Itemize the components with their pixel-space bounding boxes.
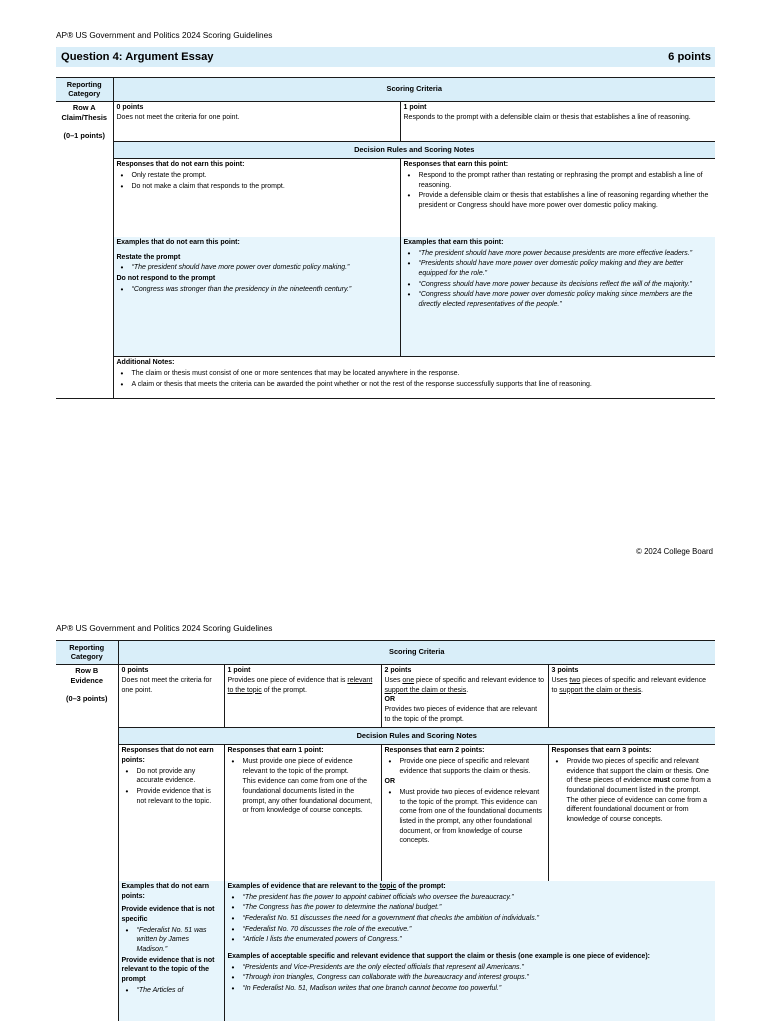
row-b-0-points: 0 points Does not meet the criteria for one point. [118,665,224,728]
list-item: • “Congress should have more power over domestic policy making since members are the directly elected representatives of the people.” [419,290,713,309]
row-b-1-point: 1 point Provides one piece of evidence that is relevant to the topic of the prompt. [224,665,381,728]
page-1 [56,30,715,399]
row-a-1-point: 1 point Responds to the prompt with a defensible claim or thesis that establishes a line of reasoning. [400,102,715,142]
list-item: • “In Federalist No. 51, Madison writes that one branch cannot become too powerful.” [243,984,713,994]
list-item: • “Congress should have more power because its decisions reflect the will of the majority.” [419,280,713,290]
list-item: • “The president should have more power because presidents are more effective leaders.” [419,249,713,259]
list-item: • “The Congress has the power to determine the national budget.” [243,903,713,913]
reporting-category-header: Reporting Category [56,78,113,102]
list-item: • “The president has the power to appoint cabinet officials who oversee the bureaucracy.” [243,893,713,903]
list-item: • Must provide one piece of evidence relevant to the topic of the prompt. [243,757,378,776]
copyright-footer: © 2024 College Board [636,547,713,556]
decision-rules-header: Decision Rules and Scoring Notes [113,142,715,159]
page-2 [56,623,715,1021]
row-a-table [56,77,715,399]
list-item: • “The Articles of [137,986,221,996]
scoring-criteria-header: Scoring Criteria [113,78,715,102]
list-item: • Only restate the prompt. [132,171,397,181]
decision-rules-header: Decision Rules and Scoring Notes [118,728,715,745]
earn-cell: Responses that earn this point: • Respond to the prompt rather than restating or rephrasing the prompt and establish a line of reasoning. • Provide a defensible claim or thesis that establishes a line of reasoning regarding whether the president or Congress should have more power over domestic policy making. [400,159,715,237]
d3-cell: Responses that earn 3 points: • Provide two pieces of specific and relevant evidence that support the claim or thesis. One of these pieces of evidence must come from a foundational document listed in the prompt. The other piece of evidence can come from a different foundational document or from knowledge of course concepts. [548,745,715,881]
row-a-0-points: 0 points Does not meet the criteria for one point. [113,102,400,142]
list-item: • “Presidents should have more power over domestic policy making and they are better equipped for the role.” [419,259,713,278]
list-item: • Provide two pieces of specific and relevant evidence that support the claim or thesis. One of these pieces of evidence must come from a foundational document listed in the prompt. The other piece of evidence can come from a different foundational document or from knowledge of course concepts. [567,757,713,825]
list-item: • “Federalist No. 51 discusses the need for a government that checks the ambition of individuals.” [243,914,713,924]
question-title: Question 4: Argument Essay [61,50,214,63]
list-item: • Provide one piece of specific and relevant evidence that supports the claim or thesis. [400,757,545,776]
d2-cell: Responses that earn 2 points: • Provide one piece of specific and relevant evidence that supports the claim or thesis. OR • Must provide two pieces of evidence relevant to the topic of the prompt. This evidence can come from one of the foundational documents listed in the prompt, any other foundational document, or from knowledge of course concepts. [381,745,548,881]
reporting-category-header: Reporting Category [56,641,118,665]
d0-cell: Responses that do not earn points: • Do not provide any accurate evidence. • Provide evidence that is not relevant to the topic. [118,745,224,881]
scoring-criteria-header: Scoring Criteria [118,641,715,665]
list-item: • “Federalist No. 70 discusses the role of the executive.” [243,925,713,935]
row-b-3-points: 3 points Uses two pieces of specific and relevant evidence to support the claim or thesis. [548,665,715,728]
list-item: • Do not provide any accurate evidence. [137,767,221,786]
list-item: • “Through iron triangles, Congress can collaborate with the bureaucracy and interest groups.” [243,973,713,983]
additional-notes-cell: Additional Notes: • The claim or thesis must consist of one or more sentences that may be located anywhere in the response. • A claim or thesis that meets the criteria can be awarded the point whether or not the rest of the response successfully supports that line of reasoning. [113,357,715,399]
list-item: • Must provide two pieces of evidence relevant to the topic of the prompt. This evidence can come from one of the foundational documents listed in the prompt, any other foundational document, or from knowledge of course concepts. [400,788,545,846]
list-item: • Provide evidence that is not relevant to the topic. [137,787,221,806]
examples-relevant-cell: Examples of evidence that are relevant to the topic of the prompt: • “The president has the power to appoint cabinet officials who oversee the bureaucracy.” • “The Congress has the power to determine the national budget.” • “Federalist No. 51 discusses the need for a government that checks the ambition of individuals.” • “Federalist No. 70 discusses the role of the executive.” • “Article I lists the enumerated powers of Congress.” Examples of acceptable specific and relevant evidence that support the claim or thesis (one example is one piece of evidence): • “Presidents and Vice-Presidents are the only elected officials that represent all Americans.” • “Through iron triangles, Congress can collaborate with the bureaucracy and interest groups.” • “In Federalist No. 51, Madison writes that one branch cannot become too powerful.” [224,881,715,1021]
list-item: • “Congress was stronger than the presidency in the nineteenth century.” [132,285,397,295]
list-item: • A claim or thesis that meets the criteria can be awarded the point whether or not the rest of the response successfully supports that line of reasoning. [132,380,713,390]
row-b-2-points: 2 points Uses one piece of specific and relevant evidence to support the claim or thesis. OR Provides two pieces of evidence that are relevant to the topic of the prompt. [381,665,548,728]
earn-list [404,171,713,211]
row-a-label: Row A Claim/Thesis (0–1 points) [61,103,108,141]
list-item: • “Presidents and Vice-Presidents are the only elected officials that represent all Americans.” [243,963,713,973]
list-item: • Respond to the prompt rather than restating or rephrasing the prompt and establish a line of reasoning. [419,171,713,190]
list-item: • The claim or thesis must consist of one or more sentences that may be located anywhere in the response. [132,369,713,379]
not-earn-list [117,171,397,191]
list-item: • “Article I lists the enumerated powers of Congress.” [243,935,713,945]
question-title-bar [56,47,715,67]
d1-cell: Responses that earn 1 point: • Must provide one piece of evidence relevant to the topic of the prompt. This evidence can come from one of the foundational documents listed in the prompt, any other foundational document, or from knowledge of course concepts. [224,745,381,881]
examples-not-earn-cell: Examples that do not earn this point: Restate the prompt • “The president should have more power over domestic policy making.” Do not respond to the prompt • “Congress was stronger than the presidency in the nineteenth century.” [113,237,400,357]
list-item: • “Federalist No. 51 was written by James Madison.” [137,926,221,955]
examples-earn-cell: Examples that earn this point: • “The president should have more power because presidents are more effective leaders.” • “Presidents should have more power over domestic policy making and they are better equipped for the role.” • “Congress should have more power because its decisions reflect the will of the majority.” • “Congress should have more power over domestic policy making since members are the directly elected representatives of the people.” [400,237,715,357]
not-earn-cell: Responses that do not earn this point: • Only restate the prompt. • Do not make a claim that responds to the prompt. [113,159,400,237]
list-item: • Provide a defensible claim or thesis that establishes a line of reasoning regarding whether the president or Congress should have more power over domestic policy making. [419,191,713,210]
running-header: AP® US Government and Politics 2024 Scoring Guidelines [56,623,273,633]
question-points: 6 points [668,50,711,63]
row-b-table [56,640,715,1021]
running-header: AP® US Government and Politics 2024 Scoring Guidelines [56,30,273,40]
examples-not-earn-cell: Examples that do not earn points: Provide evidence that is not specific • “Federalist No. 51 was written by James Madison.” Provide evidence that is not relevant to the topic of the prompt • “The Articles of [118,881,224,1021]
list-item: • Do not make a claim that responds to the prompt. [132,182,397,192]
row-b-label: Row B Evidence (0–3 points) [66,666,108,704]
list-item: • “The president should have more power over domestic policy making.” [132,263,397,273]
